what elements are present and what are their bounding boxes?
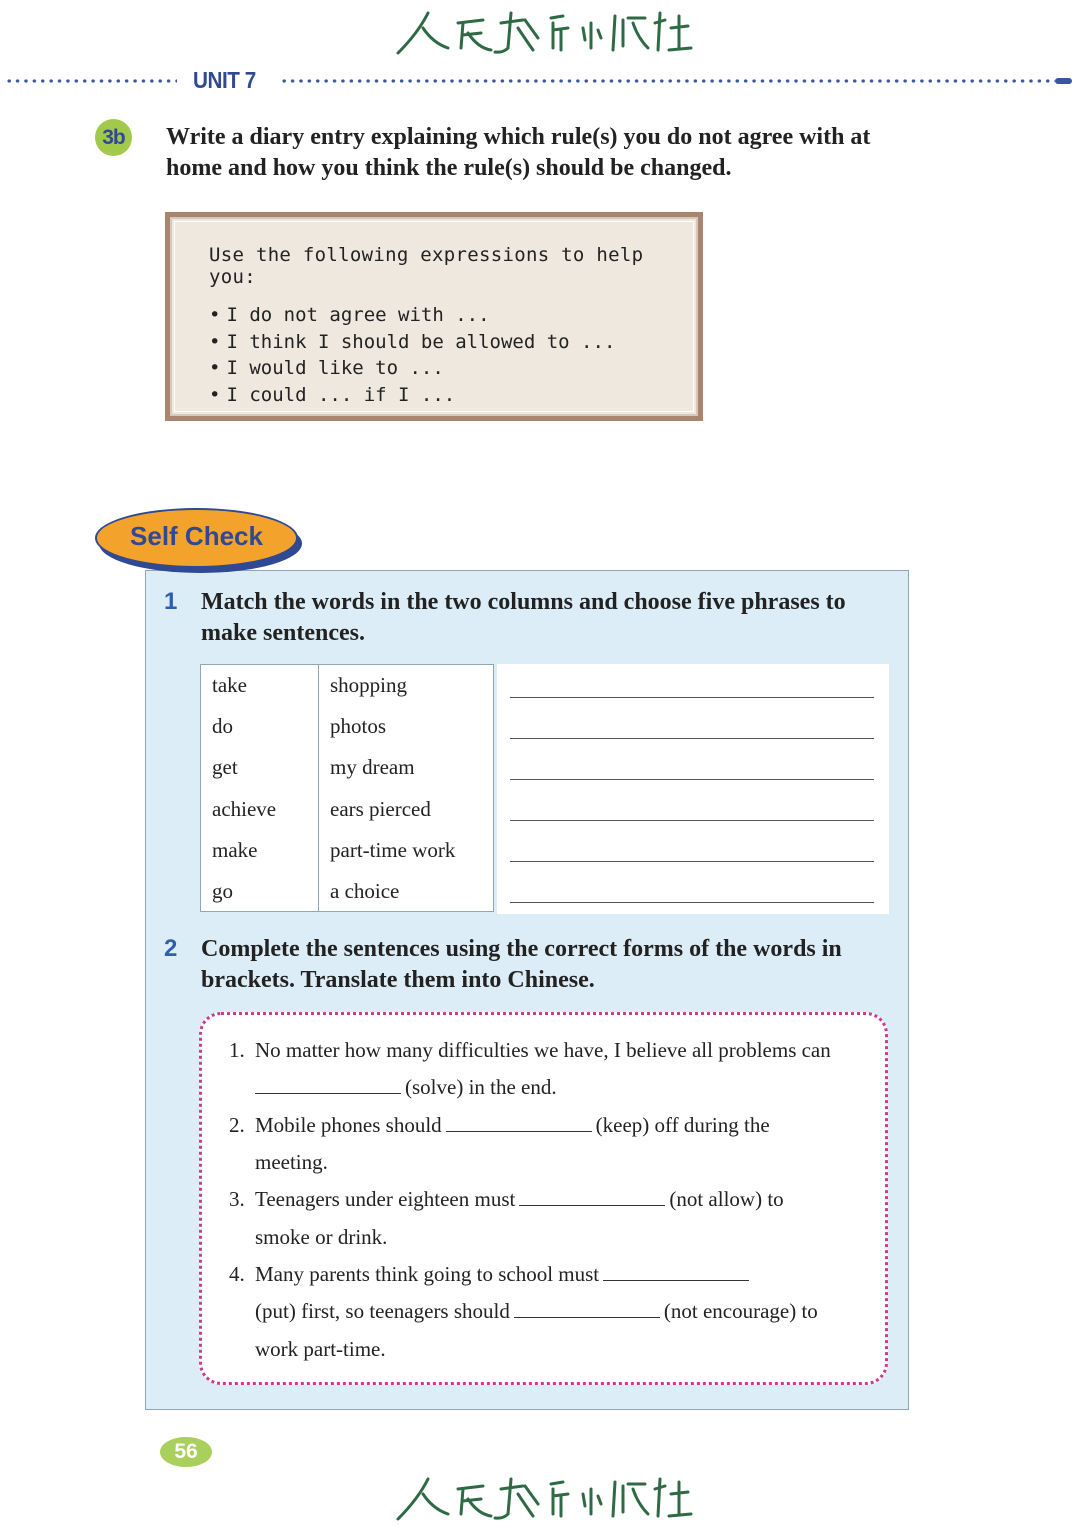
answer-lines-area [497,664,889,914]
sentence-number: 2. [229,1113,245,1137]
publisher-logo-header [393,8,693,58]
question-2-text [201,934,901,996]
answer-line[interactable] [510,738,874,739]
expression-item: • I would like to ... [209,355,696,382]
sentence-text: Mobile phones should [255,1113,442,1137]
sentence-number: 4. [229,1262,245,1286]
sentence-text: (put) first, so teenagers should [255,1299,510,1323]
dotted-rule-right [280,79,1055,83]
left-word: go [212,879,233,903]
right-word: my dream [330,755,415,780]
right-word: a choice [330,879,400,903]
sentence-text: (keep) off during the [595,1113,770,1137]
answer-blank[interactable] [446,1114,592,1132]
rule-end-cap [1055,78,1072,84]
question-number: 1 [164,588,178,615]
answer-blank[interactable] [255,1076,401,1094]
expression-item: • I could ... if I ... [209,382,696,409]
instruction-line: home and how you think the rule(s) should be changed. [166,155,732,181]
left-word: take [212,673,247,697]
sentence-text: No matter how many difficulties we have, I believe all problems can [255,1038,831,1062]
publisher-logo-footer [393,1474,693,1524]
expression-item: • I think I should be allowed to ... [209,329,696,356]
dotted-rule-left [5,79,177,83]
match-table [200,664,494,912]
right-word: shopping [330,673,408,697]
expression-item: • I do not agree with ... [209,302,696,329]
self-check-title: Self Check [130,521,263,551]
sentence-number: 3. [229,1187,245,1211]
sentence-text: Teenagers under eighteen must [255,1187,516,1211]
sentence-number: 1. [229,1038,245,1062]
right-word: ears pierced [330,796,431,821]
exercise-badge: 3b [95,119,132,156]
left-word: get [212,755,238,780]
sentence-text: Many parents think going to school must [255,1262,600,1286]
question-1-text [201,587,901,649]
sentence-text: (solve) in the end. [405,1075,557,1099]
expressions-box [165,212,703,421]
answer-blank[interactable] [519,1188,665,1206]
page-number: 56 [160,1437,212,1467]
instruction-line: Write a diary entry explaining which rule(s) you do not agree with at [166,124,871,150]
question-line: Complete the sentences using the correct forms of the words in [201,936,842,962]
left-word: make [212,837,258,862]
right-word: part-time work [330,837,456,862]
question-line: brackets. Translate them into Chinese. [201,967,595,993]
expressions-heading: Use the following expressions to help you: [209,244,644,288]
sentence-text: work part-time. [255,1337,386,1361]
sentence-text: meeting. [255,1150,328,1174]
answer-blank[interactable] [514,1300,660,1318]
unit-header [0,67,1080,93]
question-number: 2 [164,935,178,962]
answer-blank[interactable] [603,1263,749,1281]
answer-line[interactable] [510,779,874,780]
answer-line[interactable] [510,697,874,698]
answer-line[interactable] [510,902,874,903]
self-check-badge [95,508,302,573]
sentence-text: smoke or drink. [255,1225,388,1249]
question-line: Match the words in the two columns and choose five phrases to [201,589,846,615]
answer-line[interactable] [510,861,874,862]
sentence-text: (not encourage) to [663,1299,818,1323]
answer-line[interactable] [510,820,874,821]
unit-label: UNIT 7 [193,67,256,93]
left-word: achieve [212,796,277,821]
sentences-box [199,1012,888,1385]
exercise-3b-instruction [166,122,926,184]
left-word: do [212,714,233,739]
sentence-text: (not allow) to [669,1187,784,1211]
right-word: photos [330,714,387,739]
question-line: make sentences. [201,620,365,646]
